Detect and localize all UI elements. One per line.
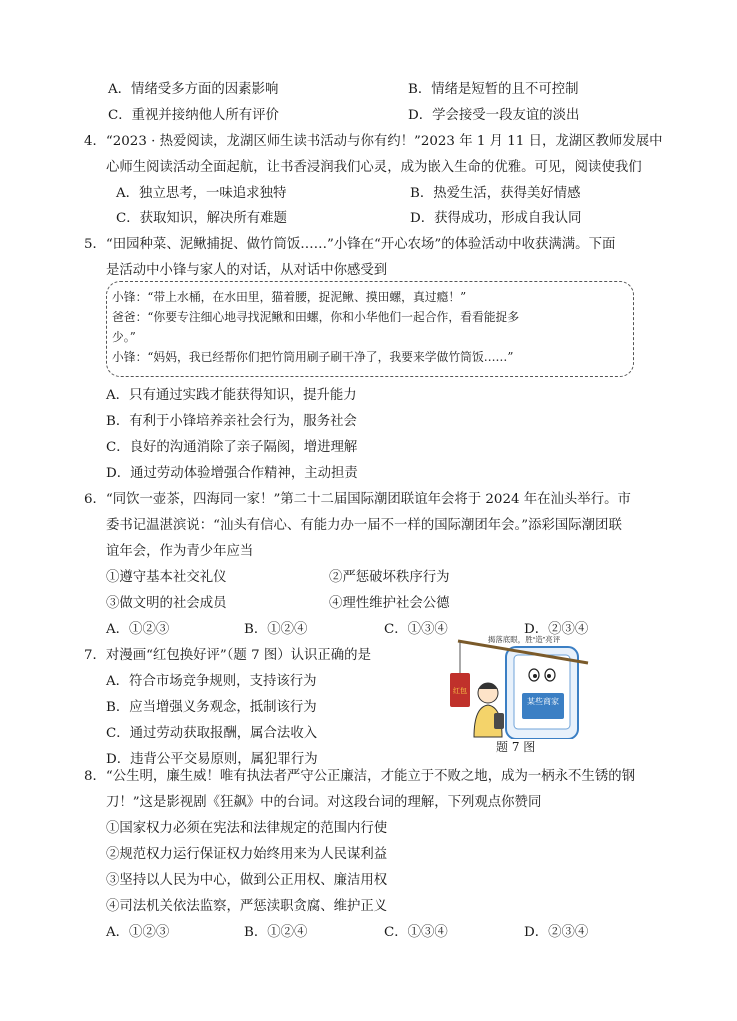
cartoon-title: 揭落底眼，胜“造”亮评 [487,635,561,644]
q7-figure-caption: 题 7 图 [496,740,536,754]
q8-option-c[interactable]: C．①③④ [384,925,448,940]
q8-item4: ④司法机关依法监察，严惩渎职贪腐、维护正义 [106,899,388,914]
shop-sign-text: 某些商家 [527,697,559,706]
dialogue-line3: 少。” [112,330,136,344]
q8-stem-line1: 8．“公生明，廉生威！唯有执法者严守公正廉洁，才能立于不败之地，成为一柄永不生锈的钢 [84,769,635,784]
q5-stem-line2: 是活动中小锋与家人的对话，从对话中你感受到 [106,263,388,278]
q5-option-a[interactable]: A．只有通过实践才能获得知识，提升能力 [106,388,357,403]
dialogue-line1: 小锋：“带上水桶，在水田里，猫着腰，捉泥鳅、摸田螺，真过瘾！” [112,290,467,304]
q6-option-d[interactable]: D．②③④ [524,622,589,637]
q5-option-d[interactable]: D．通过劳动体验增强合作精神，主动担责 [106,466,358,481]
q7-cartoon-image [438,633,610,739]
q7-option-a[interactable]: A．符合市场竞争规则，支持该行为 [106,674,317,689]
q8-option-a[interactable]: A．①②③ [106,925,170,940]
q3-option-d[interactable]: D．学会接受一段友谊的淡出 [408,108,580,123]
q4-option-c[interactable]: C．获取知识，解决所有难题 [116,211,287,226]
q8-option-b[interactable]: B．①②④ [244,925,308,940]
q6-item2: ②严惩破坏秩序行为 [329,570,450,585]
q6-stem-line3: 谊年会，作为青少年应当 [106,544,254,559]
q5-option-c[interactable]: C．良好的沟通消除了亲子隔阂，增进理解 [106,440,358,455]
q6-item3: ③做文明的社会成员 [106,596,227,611]
q8-stem-line2: 刀！”这是影视剧《狂飙》中的台词。对这段台词的理解，下列观点你赞同 [106,795,542,810]
q8-item2: ②规范权力运行保证权力始终用来为人民谋利益 [106,847,388,862]
dialogue-line2: 爸爸：“你要专注细心地寻找泥鳅和田螺，你和小华他们一起合作，看看能捉多 [112,310,520,324]
q6-item4: ④理性维护社会公德 [329,596,450,611]
q7-stem: 7．对漫画“红包换好评”（题 7 图）认识正确的是 [84,648,371,663]
q5-option-b[interactable]: B．有利于小锋培养亲社会行为，服务社会 [106,414,357,429]
person-hair [478,683,498,689]
q8-item3: ③坚持以人民为中心，做到公正用权、廉洁用权 [106,873,388,888]
q4-option-d[interactable]: D．获得成功，形成自我认同 [410,211,582,226]
q8-item1: ①国家权力必须在宪法和法律规定的范围内行使 [106,821,388,836]
q3-option-b[interactable]: B．情绪是短暂的且不可控制 [408,82,579,97]
pupil-left [533,674,537,678]
q4-option-a[interactable]: A．独立思考，一味追求独特 [116,186,287,201]
dialogue-line4: 小锋：“妈妈，我已经帮你们把竹筒用刷子刷干净了，我要来学做竹筒饭……” [112,350,514,364]
q6-stem-line2: 委书记温湛滨说：“汕头有信心、有能力办一届不一样的国际潮团年会。”添彩国际潮团联 [106,518,622,533]
q4-option-b[interactable]: B．热爱生活，获得美好情感 [410,186,581,201]
q4-stem-line1: 4．“2023 · 热爱阅读，龙湖区师生读书活动与你有约！”2023 年 1 月 11 日，龙湖区教师发展中 [84,134,663,149]
q8-option-d[interactable]: D．②③④ [524,925,589,940]
q7-option-b[interactable]: B．应当增强义务观念，抵制该行为 [106,700,317,715]
q6-option-b[interactable]: B．①②④ [244,622,308,637]
q4-stem-line2: 心师生阅读活动全面起航，让书香浸润我们心灵，成为嵌入生命的优雅。可见，阅读使我们 [106,160,642,175]
q3-option-a[interactable]: A．情绪受多方面的因素影响 [108,82,279,97]
q3-option-c[interactable]: C．重视并接纳他人所有评价 [108,108,279,123]
q6-stem-line1: 6．“同饮一壶茶，四海同一家！”第二十二届国际潮团联谊年会将于 2024 年在汕头举行。市 [84,492,631,507]
q7-option-c[interactable]: C．通过劳动获取报酬，属合法收入 [106,726,318,741]
red-envelope-text: 红包 [453,687,467,695]
person-phone [494,713,504,729]
q6-item1: ①遵守基本社交礼仪 [106,570,227,585]
q6-option-a[interactable]: A．①②③ [106,622,170,637]
q7-option-d[interactable]: D．违背公平交易原则，属犯罪行为 [106,752,318,767]
q5-stem-line1: 5．“田园种菜、泥鳅捕捉、做竹筒饭……”小锋在“开心农场”的体验活动中收获满满。下面 [84,237,616,252]
q6-option-c[interactable]: C．①③④ [384,622,448,637]
pupil-right [547,674,551,678]
